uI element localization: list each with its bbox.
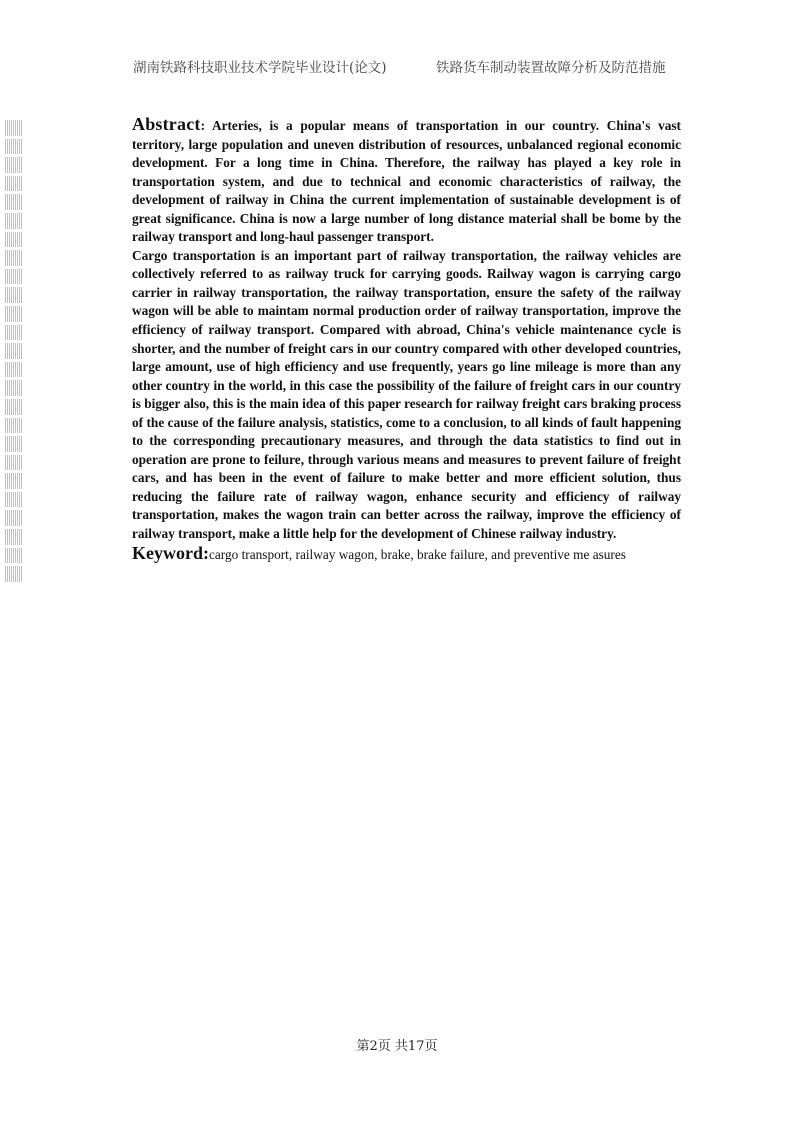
abstract-paragraph-2: Cargo transportation is an important part of railway transportation, the railway vehicles are collectively referred to as railway truck for carrying goods. Railway wagon is carrying cargo carrier in railway transportation, the railway transportation, ensure the safety of the railway wagon will be able to maintam normal production order of railway transportation, improve the efficiency of railway transport. Compared with abroad, China's vehicle maintenance cycle is shorter, and the number of freight cars in our country compared with other developed countries, large amount, use of high efficiency and use frequently, years go line mileage is more than any other country in the world, in this case the possibility of the failure of freight cars in our country is bigger also, this is the main idea of this paper research for railway freight cars braking process of the cause of the failure analysis, statistics, come to a conclusion, to all kinds of fault happening to the corresponding precautionary measures, and through the data statistics to find out in operation are prone to feilure, through various means and measures to prevent failure of freight cars, and has been in the event of failure to make better and more efficient solution, thus reducing the failure rate of railway wagon, enhance security and efficiency of railway transportation, makes the wagon train can better across the railway, improve the efficiency of railway transport, make a little help for the development of Chinese railway industry.	[132, 247, 681, 542]
margin-mark	[5, 380, 23, 396]
margin-mark	[5, 473, 23, 489]
margin-mark	[5, 176, 23, 192]
margin-mark	[5, 418, 23, 434]
header-thesis-title: 铁路货车制动装置故障分析及防范措施	[436, 60, 666, 76]
margin-mark	[5, 250, 23, 266]
margin-mark	[5, 213, 23, 229]
margin-mark	[5, 139, 23, 155]
margin-mark	[5, 157, 23, 173]
keyword-text: cargo transport, railway wagon, brake, brake failure, and preventive me asures	[208, 546, 626, 562]
keyword-label: Keyword:	[132, 542, 209, 563]
margin-mark	[5, 232, 23, 248]
margin-mark	[5, 287, 23, 303]
margin-mark	[5, 436, 23, 452]
margin-mark	[5, 306, 23, 322]
abstract-section	[132, 115, 681, 564]
margin-mark	[5, 325, 23, 341]
keyword-line	[132, 544, 681, 565]
margin-mark	[5, 194, 23, 210]
margin-mark	[5, 120, 23, 136]
page-number: 第2页 共17页	[356, 1039, 438, 1054]
margin-annotation-column	[5, 120, 25, 585]
abstract-paragraph-1-text: : Arteries, is a popular means of transportation in our country. China's vast territory, large population and uneven distribution of resources, unbalanced regional economic development. For a long time in China. Therefore, the railway has played a key role in transportation system, and due to technical and economic characteristics of railway, the development of railway in China the current implementation of sustainable development is of great significance. China is now a large number of long distance material shall be bome by the railway transport and long-haul passenger transport.	[132, 118, 681, 245]
margin-mark	[5, 529, 23, 545]
margin-mark	[5, 269, 23, 285]
margin-mark	[5, 492, 23, 508]
margin-mark	[5, 343, 23, 359]
header-school-title: 湖南铁路科技职业技术学院毕业设计(论文)	[133, 60, 387, 76]
margin-mark	[5, 566, 23, 582]
margin-mark	[5, 455, 23, 471]
abstract-paragraph-1	[132, 115, 681, 247]
margin-mark	[5, 548, 23, 564]
abstract-label: Abstract	[132, 114, 201, 134]
margin-mark	[5, 362, 23, 378]
margin-mark	[5, 510, 23, 526]
margin-mark	[5, 399, 23, 415]
